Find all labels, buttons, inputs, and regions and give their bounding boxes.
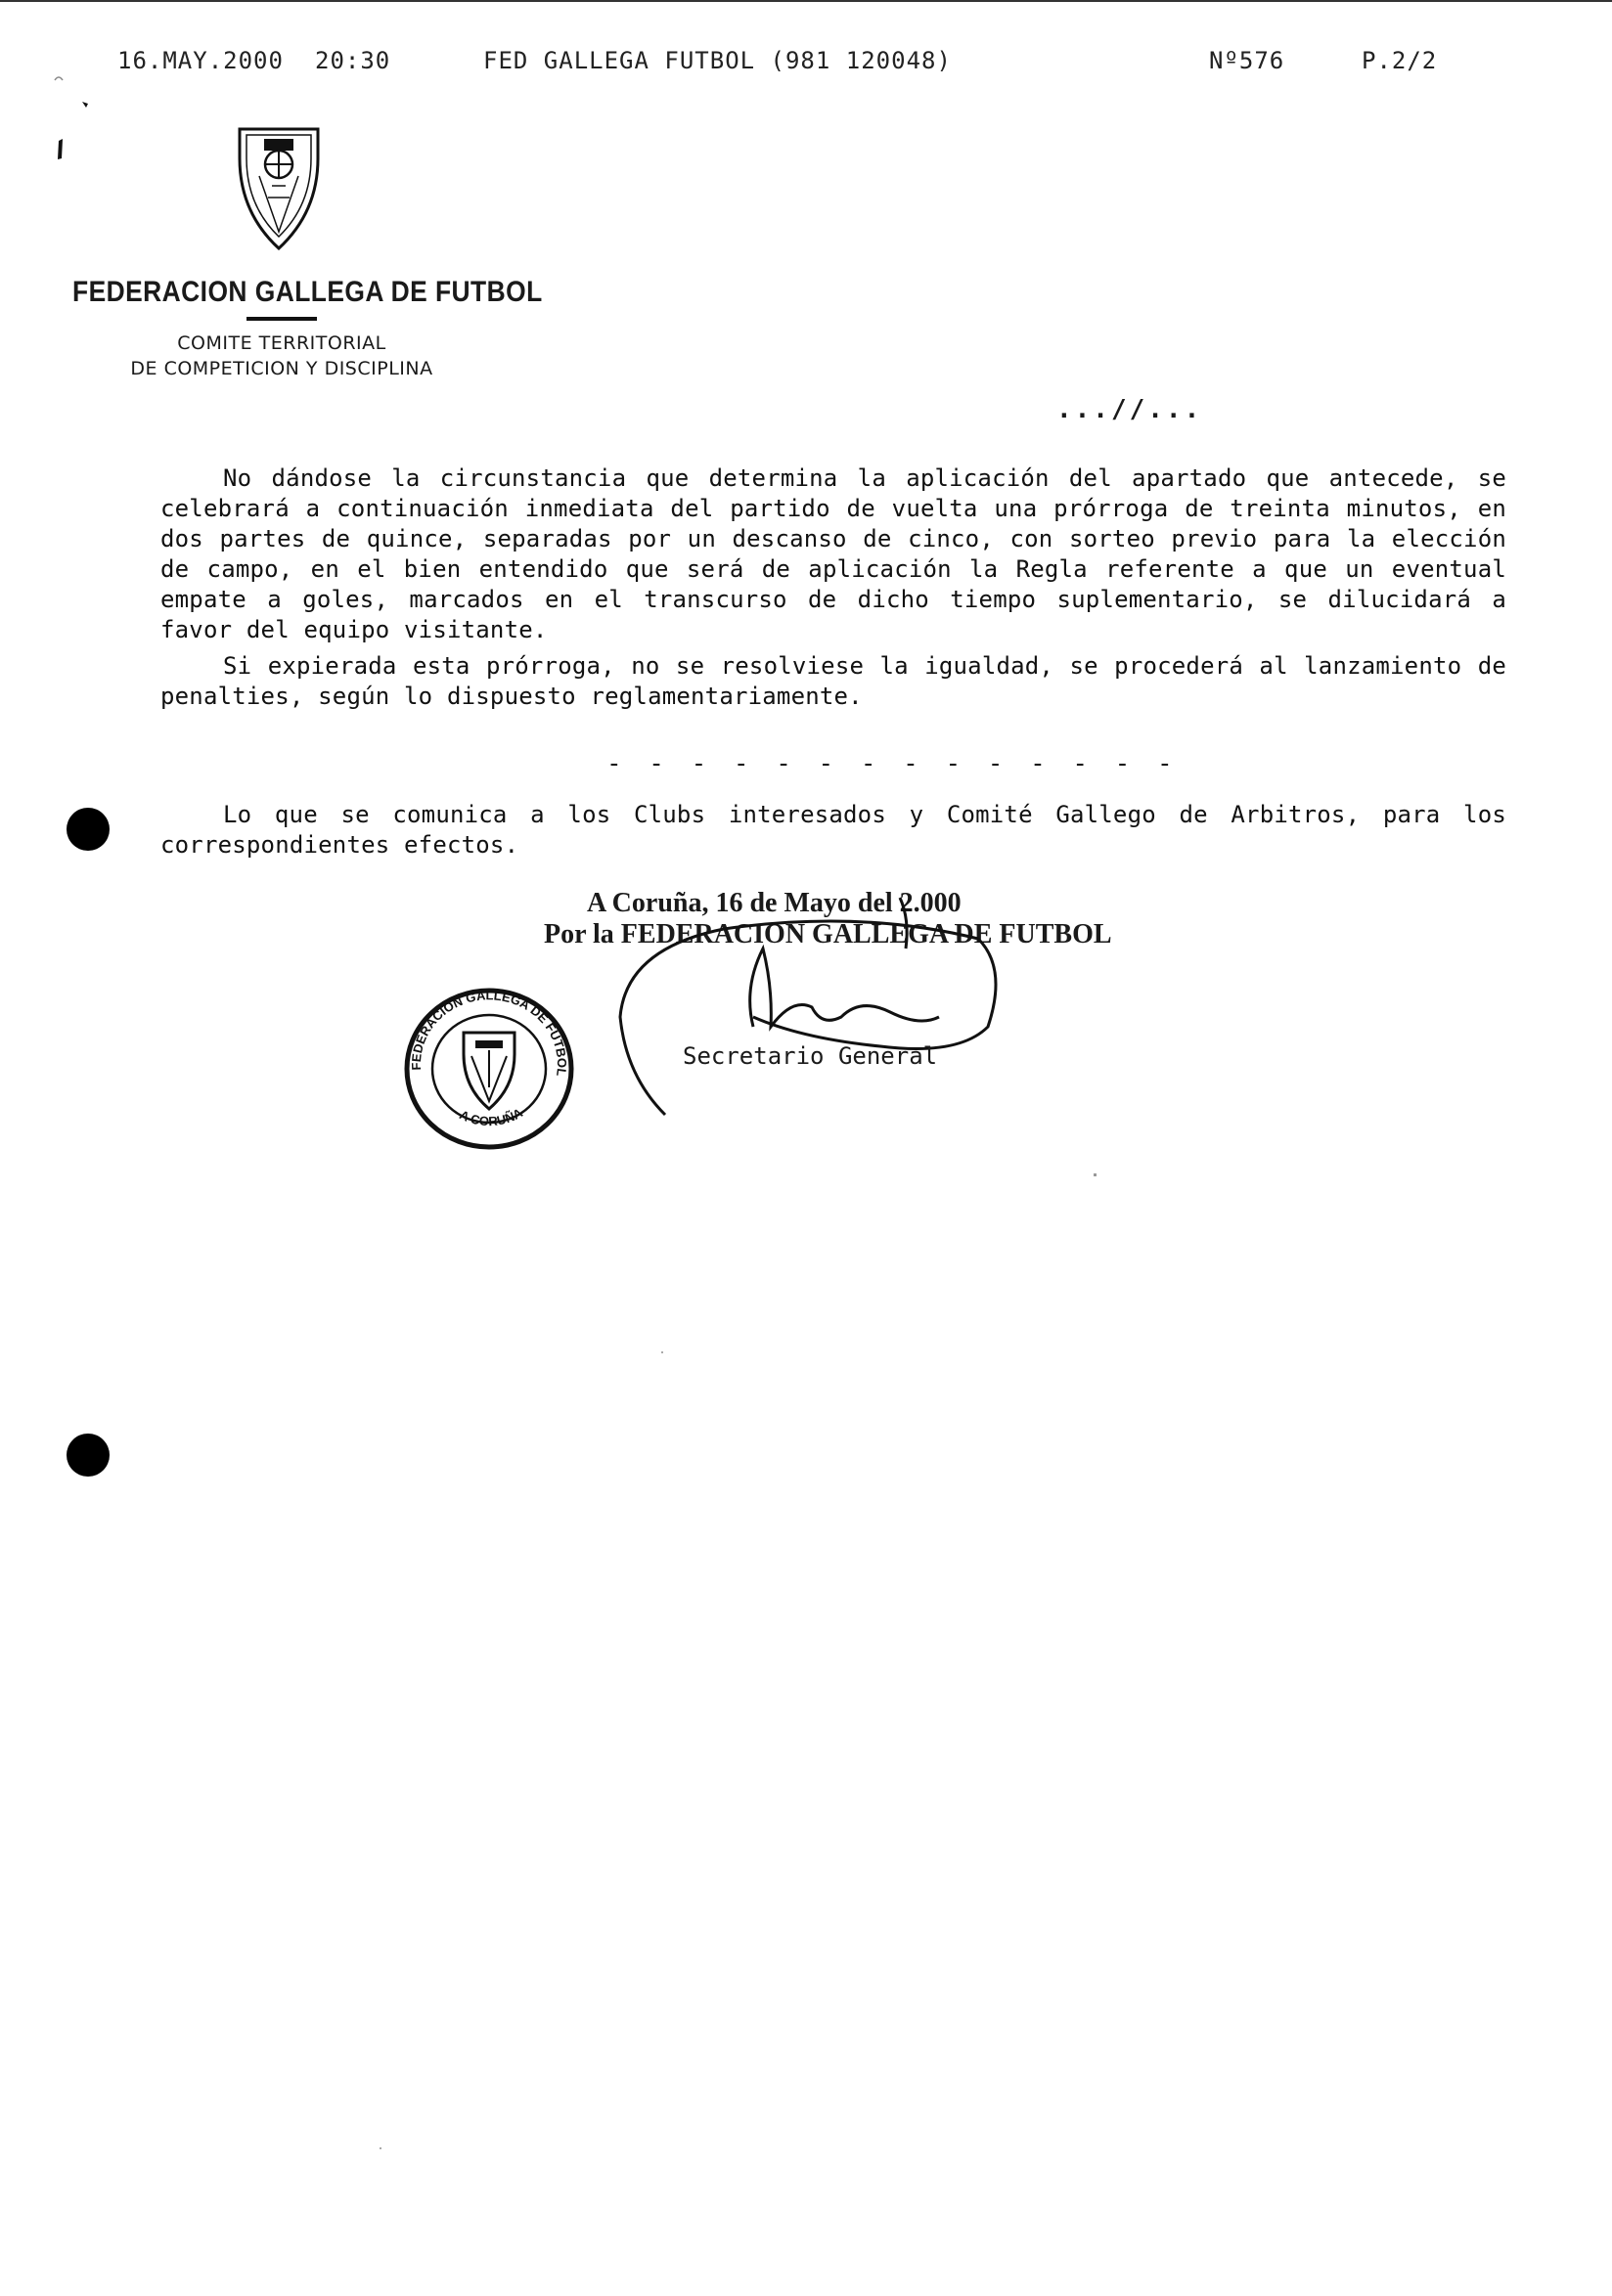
by-line: Por la FEDERACION GALLEGA DE FUTBOL [544,919,1112,949]
fax-number: Nº576 [1209,47,1285,74]
body-paragraph-3: Lo que se comunica a los Clubs interesados y Comité Gallego de Arbitros, para los correspondientes efectos. [160,801,1506,859]
place-date: A Coruña, 16 de Mayo del 2.000 [587,888,962,918]
body-paragraph-2: Si expierada esta prórroga, no se resolviese la igualdad, se procederá al lanzamiento de penalties, según lo dispuesto reglamentariamente. [160,652,1506,710]
scan-speck [1094,1173,1097,1176]
separator-dashes: - - - - - - - - - - - - - - [606,749,1179,778]
signatory-title: Secretario General [683,1042,938,1070]
organization-name: FEDERACION GALLEGA DE FUTBOL [72,276,543,308]
continuation-mark: ...//... [1056,395,1203,424]
stamp-top-text: FEDERACION GALLEGA DE FUTBOL [408,988,570,1078]
scan-speck [661,1351,663,1353]
stamp-bottom-text: A CORUÑA [457,1105,525,1129]
fax-date: 16.MAY.2000 [117,47,284,74]
federation-shield-icon [235,119,323,256]
fax-sender: FED GALLEGA FUTBOL (981 120048) [483,47,952,74]
scan-specks [47,63,106,170]
punch-hole-bottom [67,1434,110,1477]
punch-hole-top [67,808,110,851]
fax-time: 20:30 [315,47,391,74]
fax-page: P.2/2 [1362,47,1438,74]
closing-text [160,800,1506,861]
federation-stamp-icon [401,986,577,1152]
scan-speck [380,2147,381,2149]
handwritten-signature [606,880,1017,1134]
letterhead-rule [246,317,317,321]
committee-line-2: DE COMPETICION Y DISCIPLINA [130,358,433,379]
committee-line-1: COMITE TERRITORIAL [177,332,386,354]
body-paragraph-1: No dándose la circunstancia que determina la aplicación del apartado que antecede, se celebrará a continuación inmediata del partido de vuelta una prórroga de treinta minutos, en dos partes de quince, separadas por un descanso de cinco, con sorteo previo para la elección de campo, en el bien entendido que será de aplicación la Regla referente a que un eventual empate a goles, marcados en el transcurso de dicho tiempo suplementario, se dilucidará a favor del equipo visitante. [160,464,1506,643]
letter-body [160,464,1506,712]
scan-top-edge [0,0,1612,2]
